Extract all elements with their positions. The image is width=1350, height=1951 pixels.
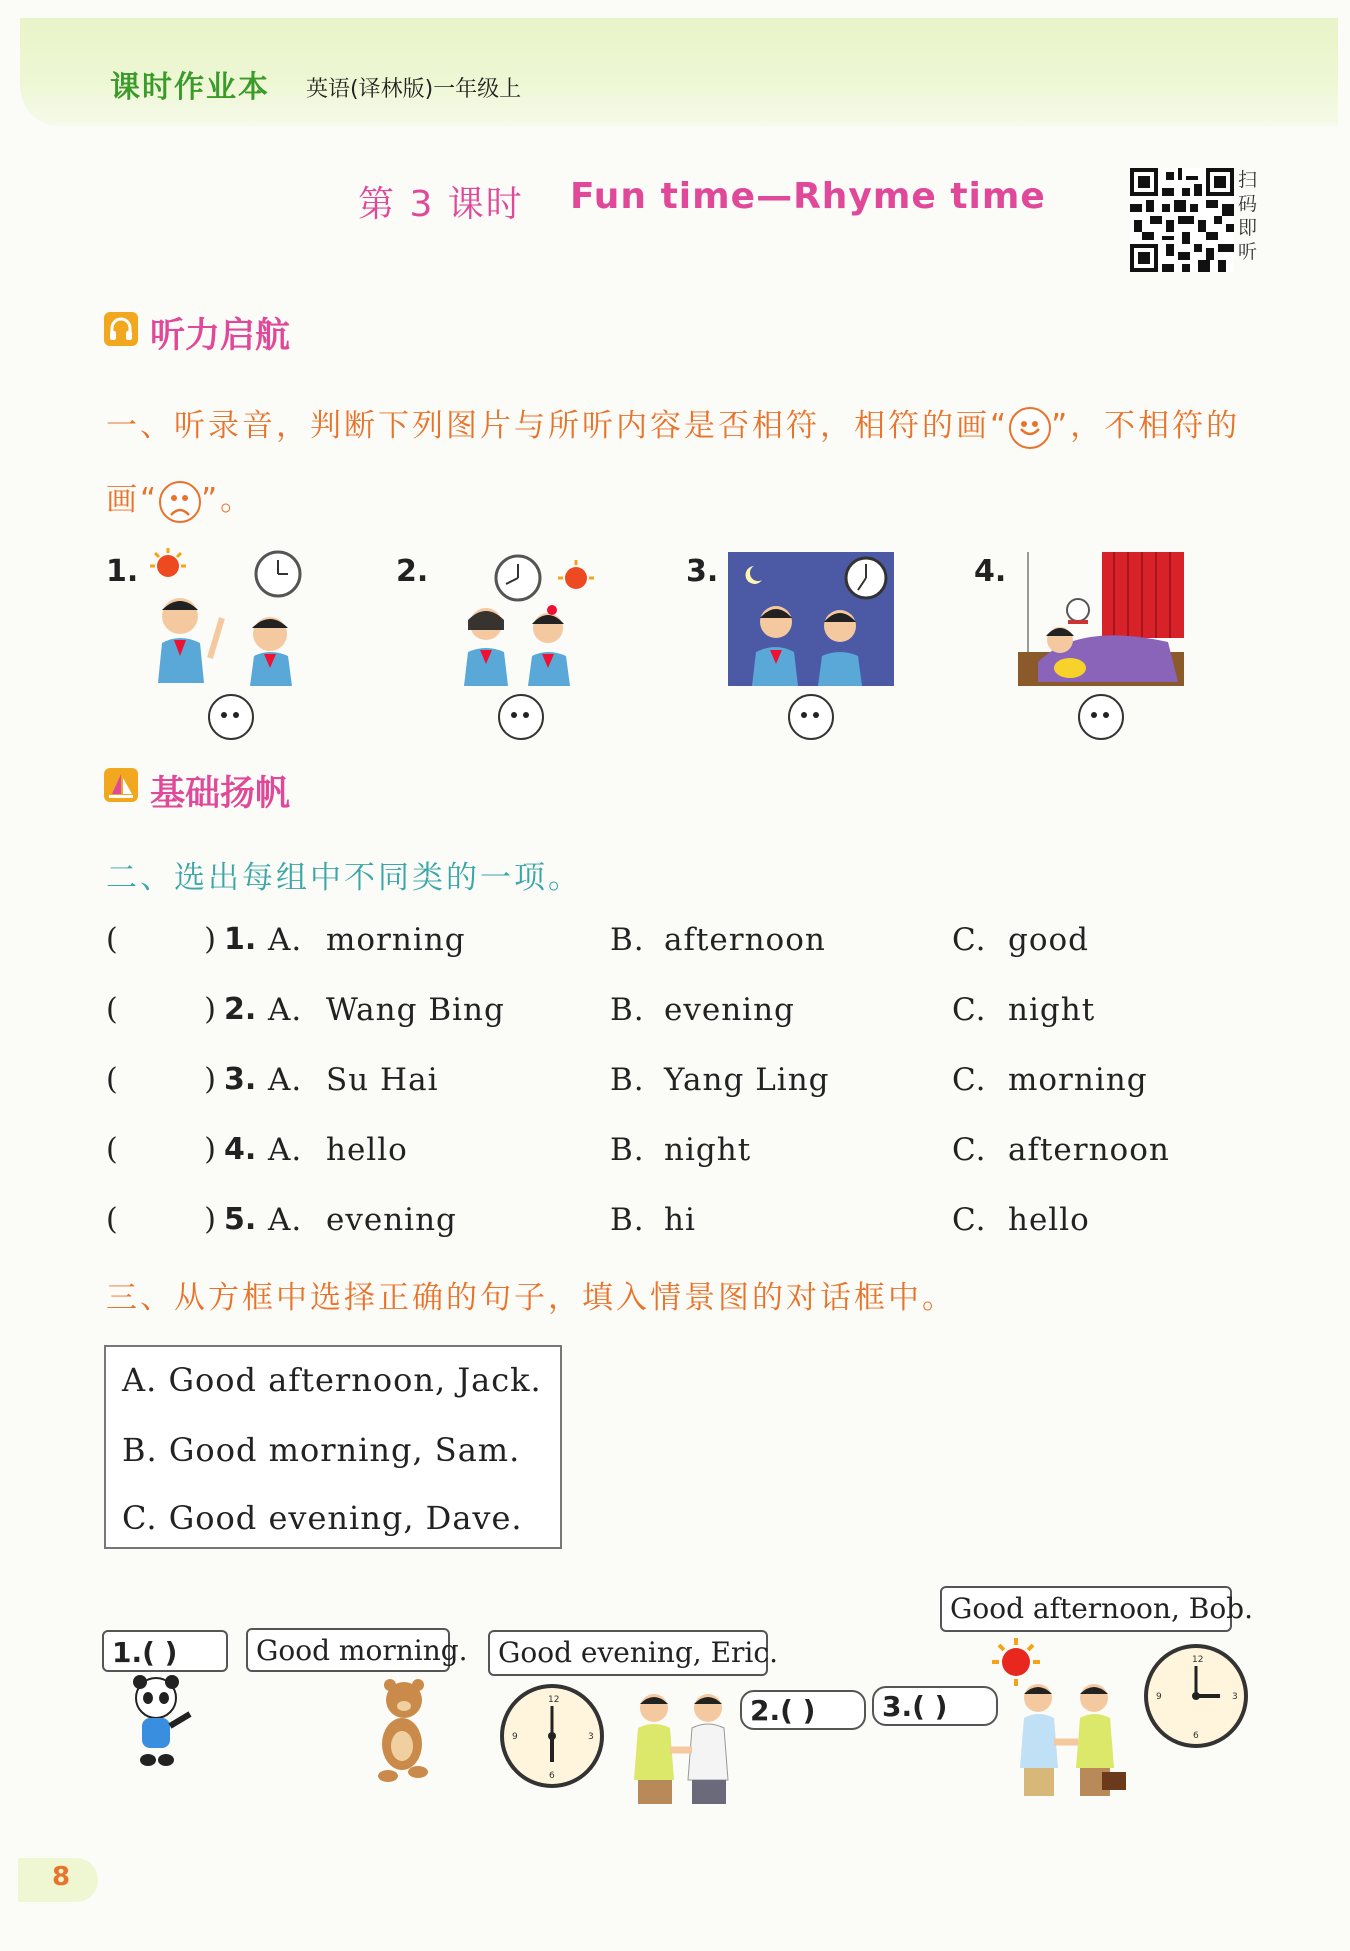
answer-face-3[interactable] [788, 694, 834, 740]
q1-line2-end: ”。 [201, 482, 255, 518]
item-number: 3. [224, 1062, 257, 1097]
option-c-letter: C. [952, 1202, 987, 1238]
answer-bubble-3[interactable]: 3.( ) [872, 1686, 998, 1726]
book-title: 英语(译林版)一年级上 [306, 77, 522, 102]
bear-character [364, 1676, 444, 1786]
q2-instruction: 二、选出每组中不同类的一项。 [106, 860, 582, 896]
panda-character [120, 1674, 210, 1774]
answer-bubble-2[interactable]: 2.( ) [740, 1690, 866, 1730]
picture-number-4: 4. [974, 554, 1007, 589]
option-a-letter: A. [268, 922, 303, 958]
speech-bubble-good-evening: Good evening, Eric. [488, 1630, 768, 1676]
svg-text:9: 9 [1156, 1692, 1162, 1702]
sad-face-icon [159, 481, 201, 523]
option-b-word: Yang Ling [664, 1062, 830, 1098]
option-c-word: hello [1008, 1202, 1090, 1238]
svg-text:12: 12 [548, 1695, 560, 1705]
svg-text:6: 6 [549, 1771, 555, 1781]
section-title-basics: 基础扬帆 [150, 774, 291, 814]
svg-text:9: 9 [512, 1732, 518, 1742]
q1-instruction [106, 400, 1240, 449]
answer-bubble-1[interactable]: 1.( ) [102, 1630, 228, 1672]
option-c-word: morning [1008, 1062, 1148, 1098]
picture-3-evening-greeting [728, 552, 894, 686]
option-a-letter: A. [268, 992, 303, 1028]
item-number: 1. [224, 922, 257, 957]
answer-blank-4[interactable]: ( ) [106, 1132, 216, 1167]
svg-text:3: 3 [588, 1732, 594, 1742]
option-c-letter: C. [952, 1132, 987, 1168]
option-c-word: afternoon [1008, 1132, 1170, 1168]
options-box [104, 1345, 562, 1549]
option-c: C. Good evening, Dave. [122, 1499, 523, 1537]
option-b-word: evening [664, 992, 795, 1028]
item-number: 4. [224, 1132, 257, 1167]
option-b-word: night [664, 1132, 752, 1168]
q3-instruction: 三、从方框中选择正确的句子，填入情景图的对话框中。 [106, 1280, 956, 1316]
speech-bubble-good-afternoon: Good afternoon, Bob. [940, 1586, 1232, 1632]
clock-six-oclock [500, 1684, 604, 1788]
svg-text:12: 12 [1192, 1655, 1204, 1665]
qr-label: 扫码即听 [1238, 169, 1258, 263]
lesson-title: Fun time—Rhyme time [570, 176, 1046, 217]
headphone-icon [104, 312, 138, 346]
answer-face-4[interactable] [1078, 694, 1124, 740]
option-a: A. Good afternoon, Jack. [122, 1361, 542, 1399]
answer-face-2[interactable] [498, 694, 544, 740]
q1-line2-start: 画“ [106, 482, 160, 518]
picture-4-night-bedroom [1018, 552, 1184, 686]
speech-bubble-good-morning: Good morning. [246, 1628, 450, 1672]
men-shaking-hands-afternoon [1010, 1680, 1130, 1800]
option-a-word: Su Hai [326, 1062, 439, 1098]
option-b-letter: B. [610, 1132, 645, 1168]
answer-blank-1[interactable]: ( ) [106, 922, 216, 957]
option-a-word: morning [326, 922, 466, 958]
smile-face-icon [1009, 407, 1051, 449]
picture-2-afternoon-greeting [448, 552, 598, 688]
svg-text:3: 3 [1232, 1692, 1238, 1702]
option-b-word: hi [664, 1202, 696, 1238]
option-a-letter: A. [268, 1062, 303, 1098]
series-title: 课时作业本 [110, 70, 270, 105]
option-a-word: hello [326, 1132, 408, 1168]
q1-line1-end: ”，不相符的 [1051, 408, 1241, 444]
option-b-letter: B. [610, 922, 645, 958]
sailboat-icon [104, 768, 138, 802]
picture-number-1: 1. [106, 554, 139, 589]
page-number: 8 [52, 1862, 71, 1892]
option-c-letter: C. [952, 1062, 987, 1098]
answer-blank-3[interactable]: ( ) [106, 1062, 216, 1097]
q1-line1: 一、听录音，判断下列图片与所听内容是否相符，相符的画“ [106, 408, 1010, 444]
section-title-listening: 听力启航 [150, 316, 291, 356]
qr-code[interactable] [1130, 168, 1234, 272]
item-number: 2. [224, 992, 257, 1027]
option-b-letter: B. [610, 1202, 645, 1238]
option-c-word: good [1008, 922, 1090, 958]
answer-face-1[interactable] [208, 694, 254, 740]
men-shaking-hands-evening [620, 1690, 740, 1806]
q1-instruction-line2 [106, 474, 254, 523]
option-b-letter: B. [610, 1062, 645, 1098]
picture-number-2: 2. [396, 554, 429, 589]
option-b-word: afternoon [664, 922, 826, 958]
clock-three-oclock [1144, 1644, 1248, 1748]
option-c-letter: C. [952, 992, 987, 1028]
option-c-word: night [1008, 992, 1096, 1028]
option-b: B. Good morning, Sam. [122, 1431, 521, 1469]
answer-blank-2[interactable]: ( ) [106, 992, 216, 1027]
option-b-letter: B. [610, 992, 645, 1028]
answer-blank-5[interactable]: ( ) [106, 1202, 216, 1237]
option-c-letter: C. [952, 922, 987, 958]
option-a-letter: A. [268, 1132, 303, 1168]
option-a-word: Wang Bing [326, 992, 505, 1028]
picture-1-morning-greeting [150, 548, 320, 688]
lesson-label: 第 3 课时 [358, 184, 524, 225]
svg-text:6: 6 [1193, 1731, 1199, 1741]
option-a-word: evening [326, 1202, 457, 1238]
option-a-letter: A. [268, 1202, 303, 1238]
item-number: 5. [224, 1202, 257, 1237]
picture-number-3: 3. [686, 554, 719, 589]
